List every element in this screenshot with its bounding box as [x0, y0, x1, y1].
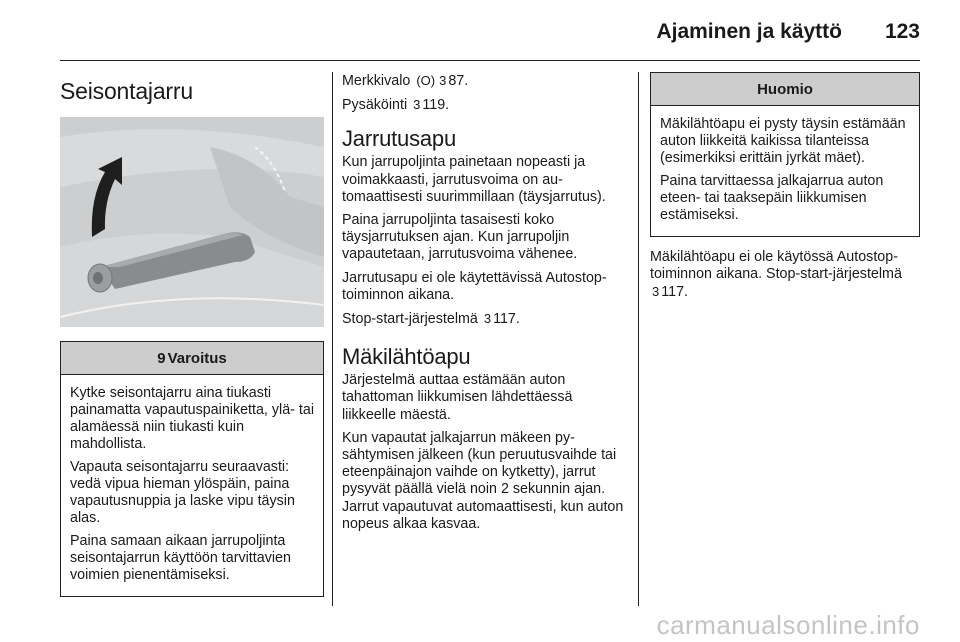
arrow-reference-icon: 3 — [413, 97, 421, 113]
column-divider — [332, 72, 333, 606]
brake-assist-paragraph: Jarrutusapu ei ole käytettävissä Autostop-toiminnon aikana. — [342, 269, 607, 303]
reference-label: Merkkivalo — [342, 73, 411, 89]
page-number: 123 — [884, 20, 920, 43]
arrow-reference-icon: 3 — [652, 284, 660, 300]
parking-brake-lever-drawing — [60, 117, 324, 327]
warning-paragraph: Kytke seisontajarru aina tiukasti painamatta vapautuspainiketta, ylä- tai alamäessä niin tiukasti kuin mahdollista. — [70, 385, 314, 452]
hill-start-paragraph: Kun vapautat jalkajarrun mäkeen pysähtymisen jälkeen (kun peruutusvaihde tai eteenpäinajon vaihde on kytketty), jarrut pysyvät päällä vielä noin 2 sekunnin ajan. Jarrut vapautuvat automaattisesti, kun auton nopeus alkaa kasvaa. — [342, 429, 624, 532]
warning-icon: 9 — [157, 350, 166, 367]
notice-paragraph: Mäkilähtöapu ei pysty täysin estämään auton liikkeitä kaikissa tilanteissa (esimerkiksi erittäin jyrkät mäet). — [660, 116, 906, 166]
parking-reference — [342, 96, 625, 114]
column-divider — [638, 72, 639, 606]
arrow-reference-icon: 3 — [483, 311, 492, 327]
warning-title: Varoitus — [167, 350, 227, 367]
brake-assist-paragraph: Paina jarrupoljinta tasaisesti koko täysjarrutuksen ajan. Kun jarrupoljin vapautetaan, jarrutusvoima vähenee. — [342, 212, 578, 263]
section-title-hill-start: Mäkilähtöapu — [342, 344, 471, 370]
watermark: carmanualsonline.info — [656, 610, 920, 640]
notice-header: Huomio — [651, 73, 919, 106]
stop-start-reference — [342, 310, 625, 328]
hill-start-note — [650, 249, 920, 302]
header-title: Ajaminen ja käyttö — [656, 20, 842, 43]
header-rule — [60, 60, 920, 61]
reference-label: Pysäköinti — [342, 97, 408, 114]
warning-header — [61, 342, 323, 375]
parking-brake-illustration — [60, 117, 324, 327]
arrow-reference-icon: 3 — [439, 73, 447, 88]
warning-box — [60, 341, 324, 597]
reference-label: Stop-start-järjestelmä — [342, 311, 478, 328]
reference-page-link[interactable]: 87. — [448, 73, 469, 89]
warning-paragraph: Paina samaan aikaan jarrupoljinta seisontajarrun käyttöön tarvittavien voimien pienentämiseksi. — [70, 533, 291, 583]
note-text: Mäkilähtöapu ei ole käytössä Autostop-toiminnon aikana. Stop-start-järjestelmä — [650, 249, 902, 283]
brake-assist-paragraph: Kun jarrupoljinta painetaan nopeasti ja voimakkaasti, jarrutusvoima on automaattisesti suurimmillaan (täysjarrutus). — [342, 154, 606, 205]
notice-paragraph: Paina tarvittaessa jalkajarrua auton eteen- tai taaksepäin liikkumisen estämiseksi. — [660, 173, 884, 223]
page-header — [0, 0, 960, 62]
reference-page-link[interactable]: 117. — [493, 311, 520, 328]
column-middle — [342, 72, 625, 539]
notice-body — [651, 106, 919, 236]
reference-page-link[interactable]: 117. — [661, 284, 688, 301]
indicator-reference — [342, 72, 625, 90]
column-left — [60, 72, 324, 597]
notice-box — [650, 72, 920, 237]
warning-body — [61, 375, 323, 596]
warning-paragraph: Vapauta seisontajarru seuraavasti: vedä vipua hieman ylöspäin, paina vapautusnuppia ja laske vipu täysin alas. — [70, 459, 295, 526]
hill-start-paragraph: Järjestelmä auttaa estämään auton tahattoman liikkumisen lähdettäessä liikkeelle mäestä. — [342, 372, 573, 423]
reference-page-link[interactable]: 119. — [422, 97, 450, 114]
section-title-brake-assist: Jarrutusapu — [342, 126, 456, 152]
brake-indicator-icon: (O) — [416, 73, 436, 88]
section-title-parking-brake: Seisontajarru — [60, 78, 193, 104]
column-right — [650, 72, 920, 308]
